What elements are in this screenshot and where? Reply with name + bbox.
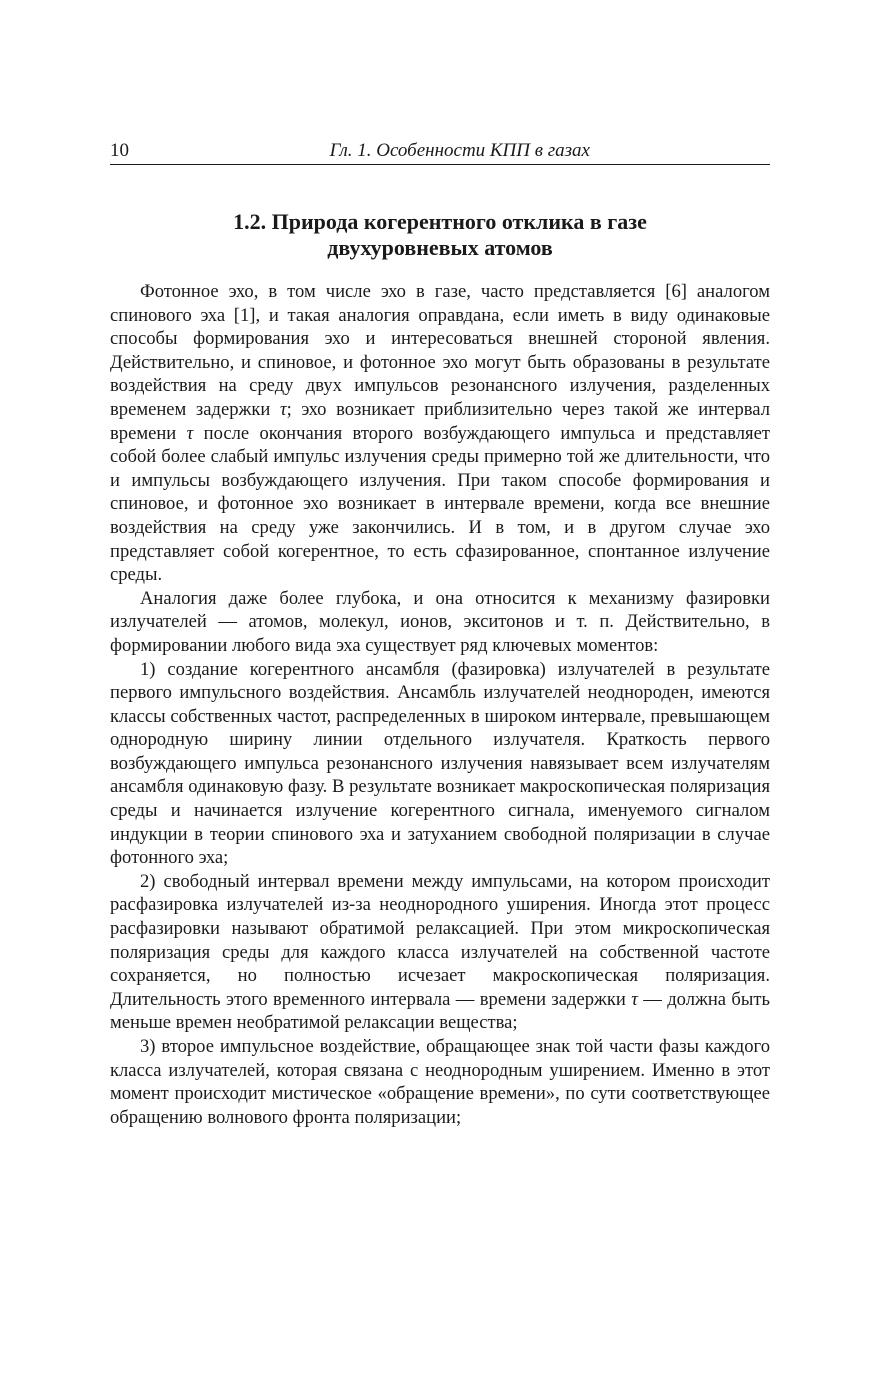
text-run: 2) свободный интервал времени между импульсами, на котором происходит расфазировка излучателей из-за неоднородного уширения. Иногда этот процесс расфазировки называют обратимой релаксацией. При этом микроскопическая поляризация среды для каждого класса излучателей на собственной частоте сохраняется, но полностью исчезает макроскопическая поляризация. Длительность этого временного интервала — времени задержки	[110, 870, 770, 1010]
section-title-line-2: двухуровневых атомов	[327, 235, 553, 260]
tau-symbol: τ	[279, 398, 287, 420]
tau-symbol: τ	[631, 988, 638, 1010]
text-run: Фотонное эхо, в том числе эхо в газе, часто представляется [6] аналогом спинового эха [1], и такая аналогия оправдана, если иметь в виду одинаковые способы формирования эхо и интересоваться внешней стороной явления. Действительно, и спиновое, и фотонное эхо могут быть образованы в результате воздействия на среду двух импульсов резонансного излучения, разделенных временем задержки	[110, 281, 770, 420]
text-run: Аналогия даже более глубока, и она относится к механизму фазировки излучателей — атомов, молекул, ионов, экситонов и т. п. Действительно, в формировании любого вида эха существует ряд ключевых моментов:	[110, 587, 770, 656]
text-run: — должна быть меньше времен необратимой релаксации вещества;	[110, 988, 770, 1034]
body-text	[110, 280, 770, 1129]
paragraph-analogy	[110, 587, 770, 658]
section-title-line-1: 1.2. Природа когерентного отклика в газе	[233, 209, 647, 234]
list-item-1	[110, 658, 770, 870]
page-number: 10	[110, 140, 129, 161]
document-page	[110, 138, 770, 1129]
text-run: 3) второе импульсное воздействие, обращающее знак той части фазы каждого класса излучателей, которая связана с неоднородным уширением. Именно в этот момент происходит мистическое «обращение времени», по сути соответствующее обращению волнового фронта поляризации;	[110, 1036, 770, 1128]
text-run: после окончания второго возбуждающего импульса и представляет собой более слабый импульс излучения среды примерно той же длительности, что и импульсы возбуждающего излучения. При таком способе формирования и спиновое, и фотонное эхо возникает в интервале времени, когда все внешние воздействия на среду уже закончились. И в том, и в другом случае эхо представляет собой когерентное, то есть сфазированное, спонтанное излучение среды.	[110, 422, 770, 586]
chapter-title: Гл. 1. Особенности КПП в газах	[329, 140, 590, 161]
list-item-3	[110, 1035, 770, 1129]
running-header	[110, 138, 770, 165]
tau-symbol: τ	[186, 422, 194, 444]
list-item-2	[110, 870, 770, 1035]
section-title	[110, 209, 770, 261]
paragraph-intro	[110, 280, 770, 587]
text-run: ; эхо возникает приблизительно через такой же интервал времени	[110, 398, 770, 444]
text-run: 1) создание когерентного ансамбля (фазировка) излучателей в результате первого импульсного воздействия. Ансамбль излучателей неоднороден, имеются классы собственных частот, распределенных в широком интервале, превышающем однородную ширину линии отдельного излучателя. Краткость первого возбуждающего импульса резонансного излучения навязывает всем излучателям ансамбля одинаковую фазу. В результате возникает макроскопическая поляризация среды и начинается излучение когерентного сигнала, именуемого сигналом индукции в теории спинового эха и затуханием свободной поляризации в случае фотонного эха;	[110, 658, 770, 869]
